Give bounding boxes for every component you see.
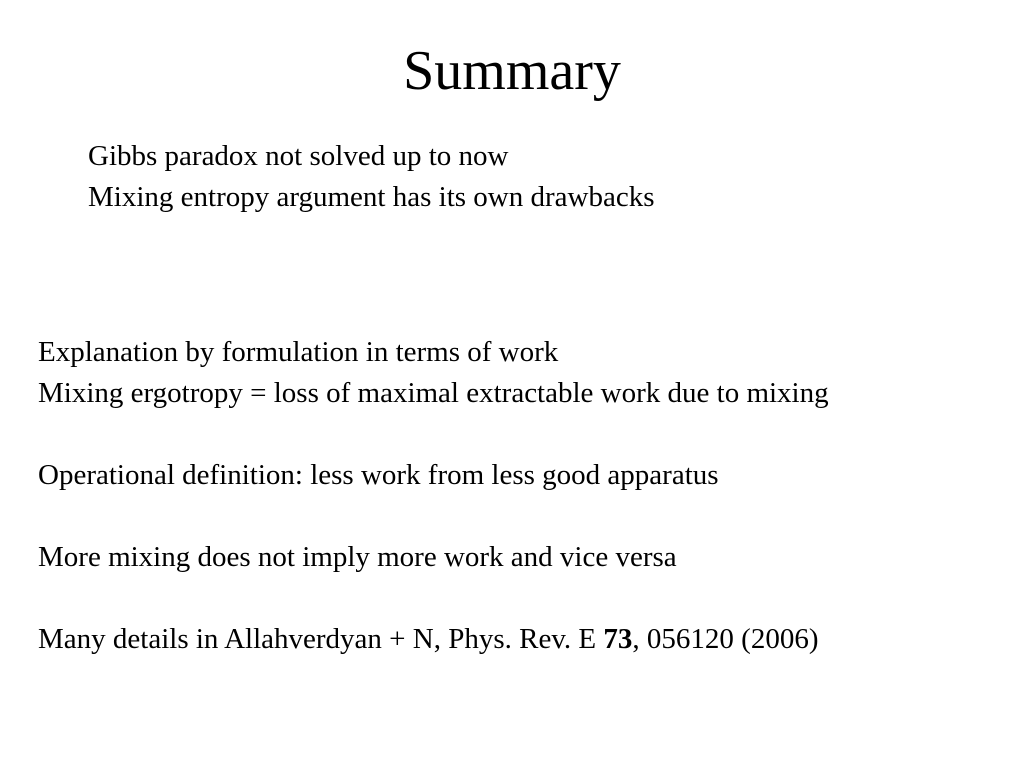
reference-suffix: , 056120 (2006) bbox=[632, 623, 819, 655]
line-more-mixing: More mixing does not imply more work and vice versa bbox=[38, 541, 677, 573]
spacer bbox=[38, 496, 829, 537]
intro-line-mixing-entropy: Mixing entropy argument has its own drawbacks bbox=[88, 181, 655, 213]
line-reference bbox=[38, 619, 829, 660]
spacer bbox=[38, 414, 829, 455]
reference-volume: 73 bbox=[603, 623, 633, 655]
intro-block bbox=[88, 136, 654, 218]
spacer bbox=[38, 578, 829, 619]
reference-prefix: Many details in Allahverdyan + N, Phys. Rev. E bbox=[38, 623, 604, 655]
line-explanation: Explanation by formulation in terms of work bbox=[38, 336, 559, 368]
slide-title: Summary bbox=[403, 40, 621, 102]
line-operational-definition: Operational definition: less work from less good apparatus bbox=[38, 459, 719, 491]
body-block bbox=[38, 332, 829, 660]
line-mixing-ergotropy: Mixing ergotropy = loss of maximal extractable work due to mixing bbox=[38, 377, 829, 409]
intro-line-gibbs: Gibbs paradox not solved up to now bbox=[88, 140, 509, 172]
